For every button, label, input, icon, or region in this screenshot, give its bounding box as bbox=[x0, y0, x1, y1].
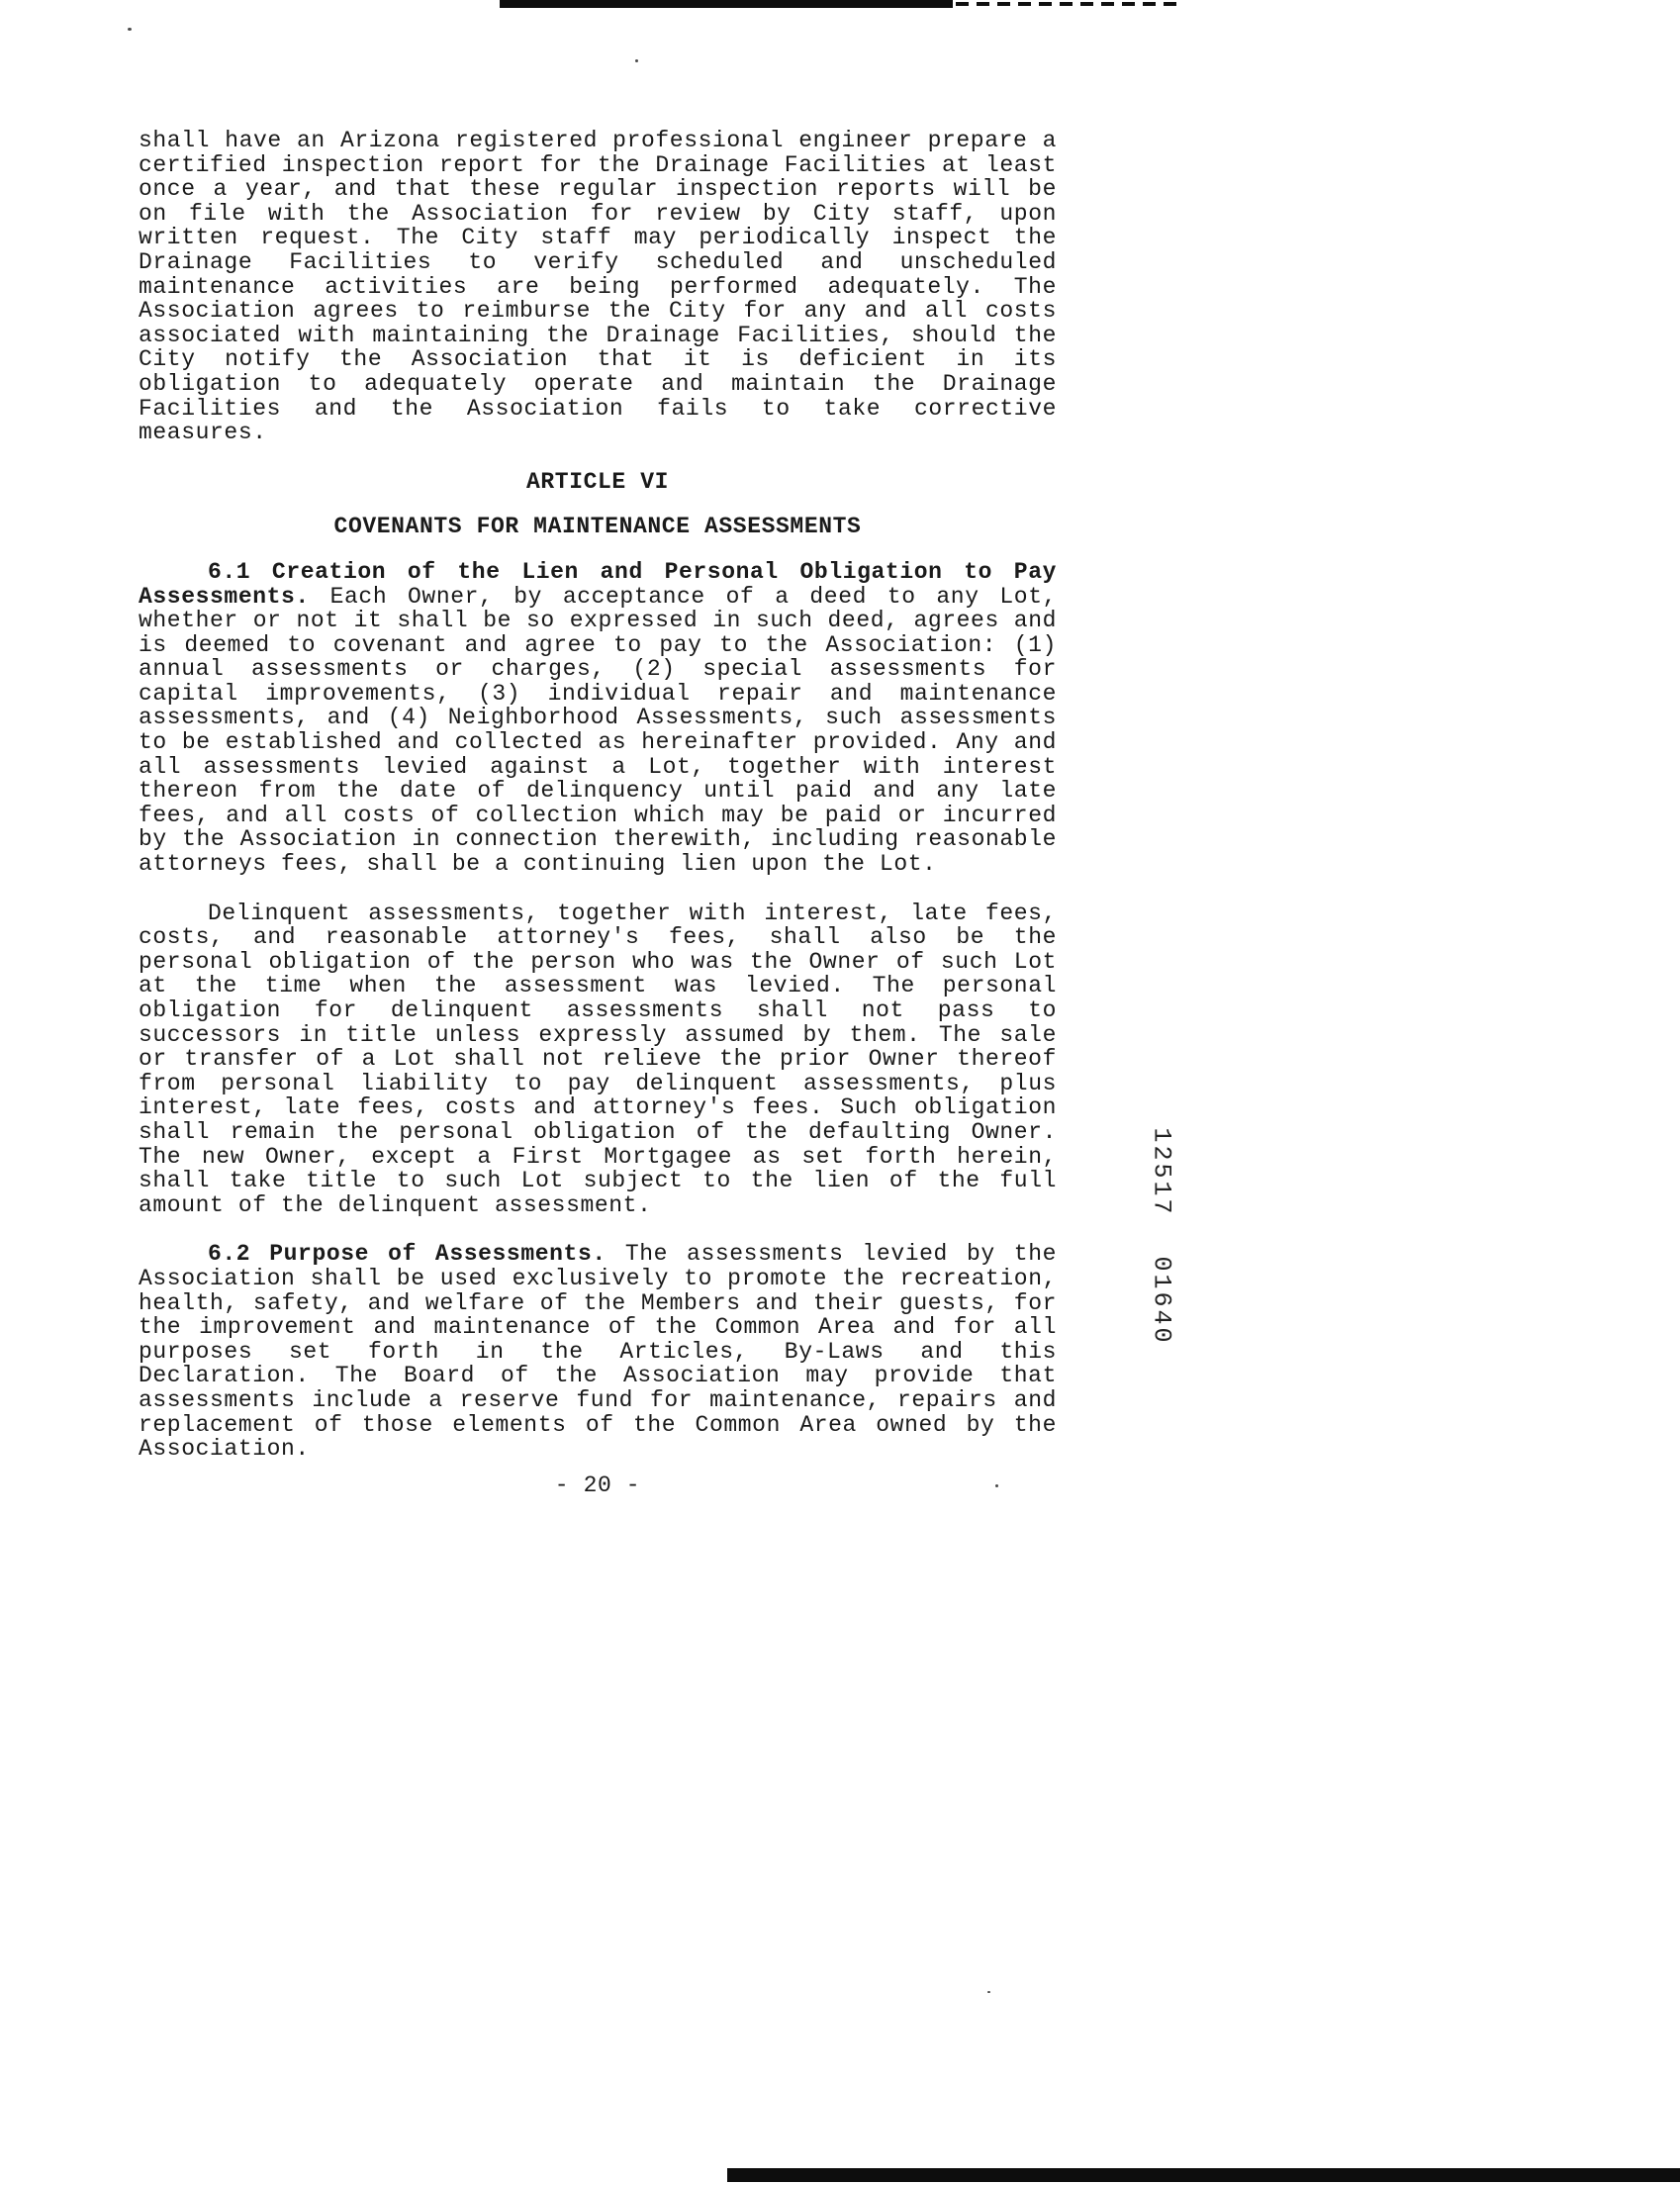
scan-artifact-top-bar bbox=[500, 0, 953, 8]
section-6-1-heading: 6.1 Creation of the Lien and Personal Obligation to Pay Assessments. bbox=[139, 558, 1057, 610]
paragraph-delinquent-assessments: Delinquent assessments, together with interest, late fees, costs, and reasonable attorney's fees, shall also be the personal obligation of the person who was the Owner of such Lot at the time when the assessment was levied. The personal obligation for delinquent assessments shall not pass to successors in title unless expressly assumed by them. The sale or transfer of a Lot shall not relieve the prior Owner thereof from personal liability to pay delinquent assessments, plus interest, late fees, costs and attorney's fees. Such obligation shall remain the personal obligation of the defaulting Owner. The new Owner, except a First Mortgagee as set forth herein, shall take title to such Lot subject to the lien of the full amount of the delinquent assessment. bbox=[139, 900, 1057, 1218]
section-6-2-text: The assessments levied by the Association shall be used exclusively to promote the recreation, health, safety, and welfare of the Members and their guests, for the improvement and maintenance of the Common Area and for all purposes set forth in the Articles, By-Laws and this Declaration. The Board of the Association may provide that assessments include a reserve fund for maintenance, repairs and replacement of those elements of the Common Area owned by the Association. bbox=[139, 1241, 1058, 1463]
scan-speck bbox=[635, 59, 638, 62]
recorder-stamp-vertical: 12517 01640 bbox=[1147, 1127, 1176, 1346]
section-6-1-paragraph bbox=[139, 560, 1057, 877]
scan-speck bbox=[128, 28, 132, 31]
scan-artifact-bottom-bar bbox=[727, 2168, 1680, 2182]
page-number: - 20 - bbox=[554, 1472, 641, 1498]
article-vi-heading: ARTICLE VI bbox=[525, 468, 670, 495]
section-6-2-paragraph bbox=[139, 1242, 1057, 1461]
scan-speck bbox=[987, 1991, 990, 1993]
section-6-2-heading: 6.2 Purpose of Assessments. bbox=[208, 1241, 607, 1268]
document-body bbox=[139, 129, 1057, 1486]
scan-artifact-top-dashed-bar bbox=[956, 2, 1181, 6]
article-vi-title: COVENANTS FOR MAINTENANCE ASSESSMENTS bbox=[333, 514, 862, 540]
section-6-1-text: Each Owner, by acceptance of a deed to any Lot, whether or not it shall be so expressed in such deed, agrees and is deemed to covenant and agree to pay to the Association: (1) annual assessments or charges, (2) special assessments for capital improvements, (3) individual repair and maintenance assessments, and (4) Neighborhood Assessments, such assessments to be established and collected as hereinafter provided. Any and all assessments levied against a Lot, together with interest thereon from the date of delinquency until paid and any late fees, and all costs of collection which may be paid or incurred by the Association in connection therewith, including reasonable attorneys fees, shall be a continuing lien upon the Lot. bbox=[139, 583, 1058, 878]
paragraph-drainage-continuation: shall have an Arizona registered professional engineer prepare a certified inspection report for the Drainage Facilities at least once a year, and that these regular inspection reports will be on file with the Association for review by City staff, upon written request. The City staff may periodically inspect the Drainage Facilities to verify scheduled and unscheduled maintenance activities are being performed adequately. The Association agrees to reimburse the City for any and all costs associated with maintaining the Drainage Facilities, should the City notify the Association that it is deficient in its obligation to adequately operate and maintain the Drainage Facilities and the Association fails to take corrective measures. bbox=[139, 128, 1057, 446]
